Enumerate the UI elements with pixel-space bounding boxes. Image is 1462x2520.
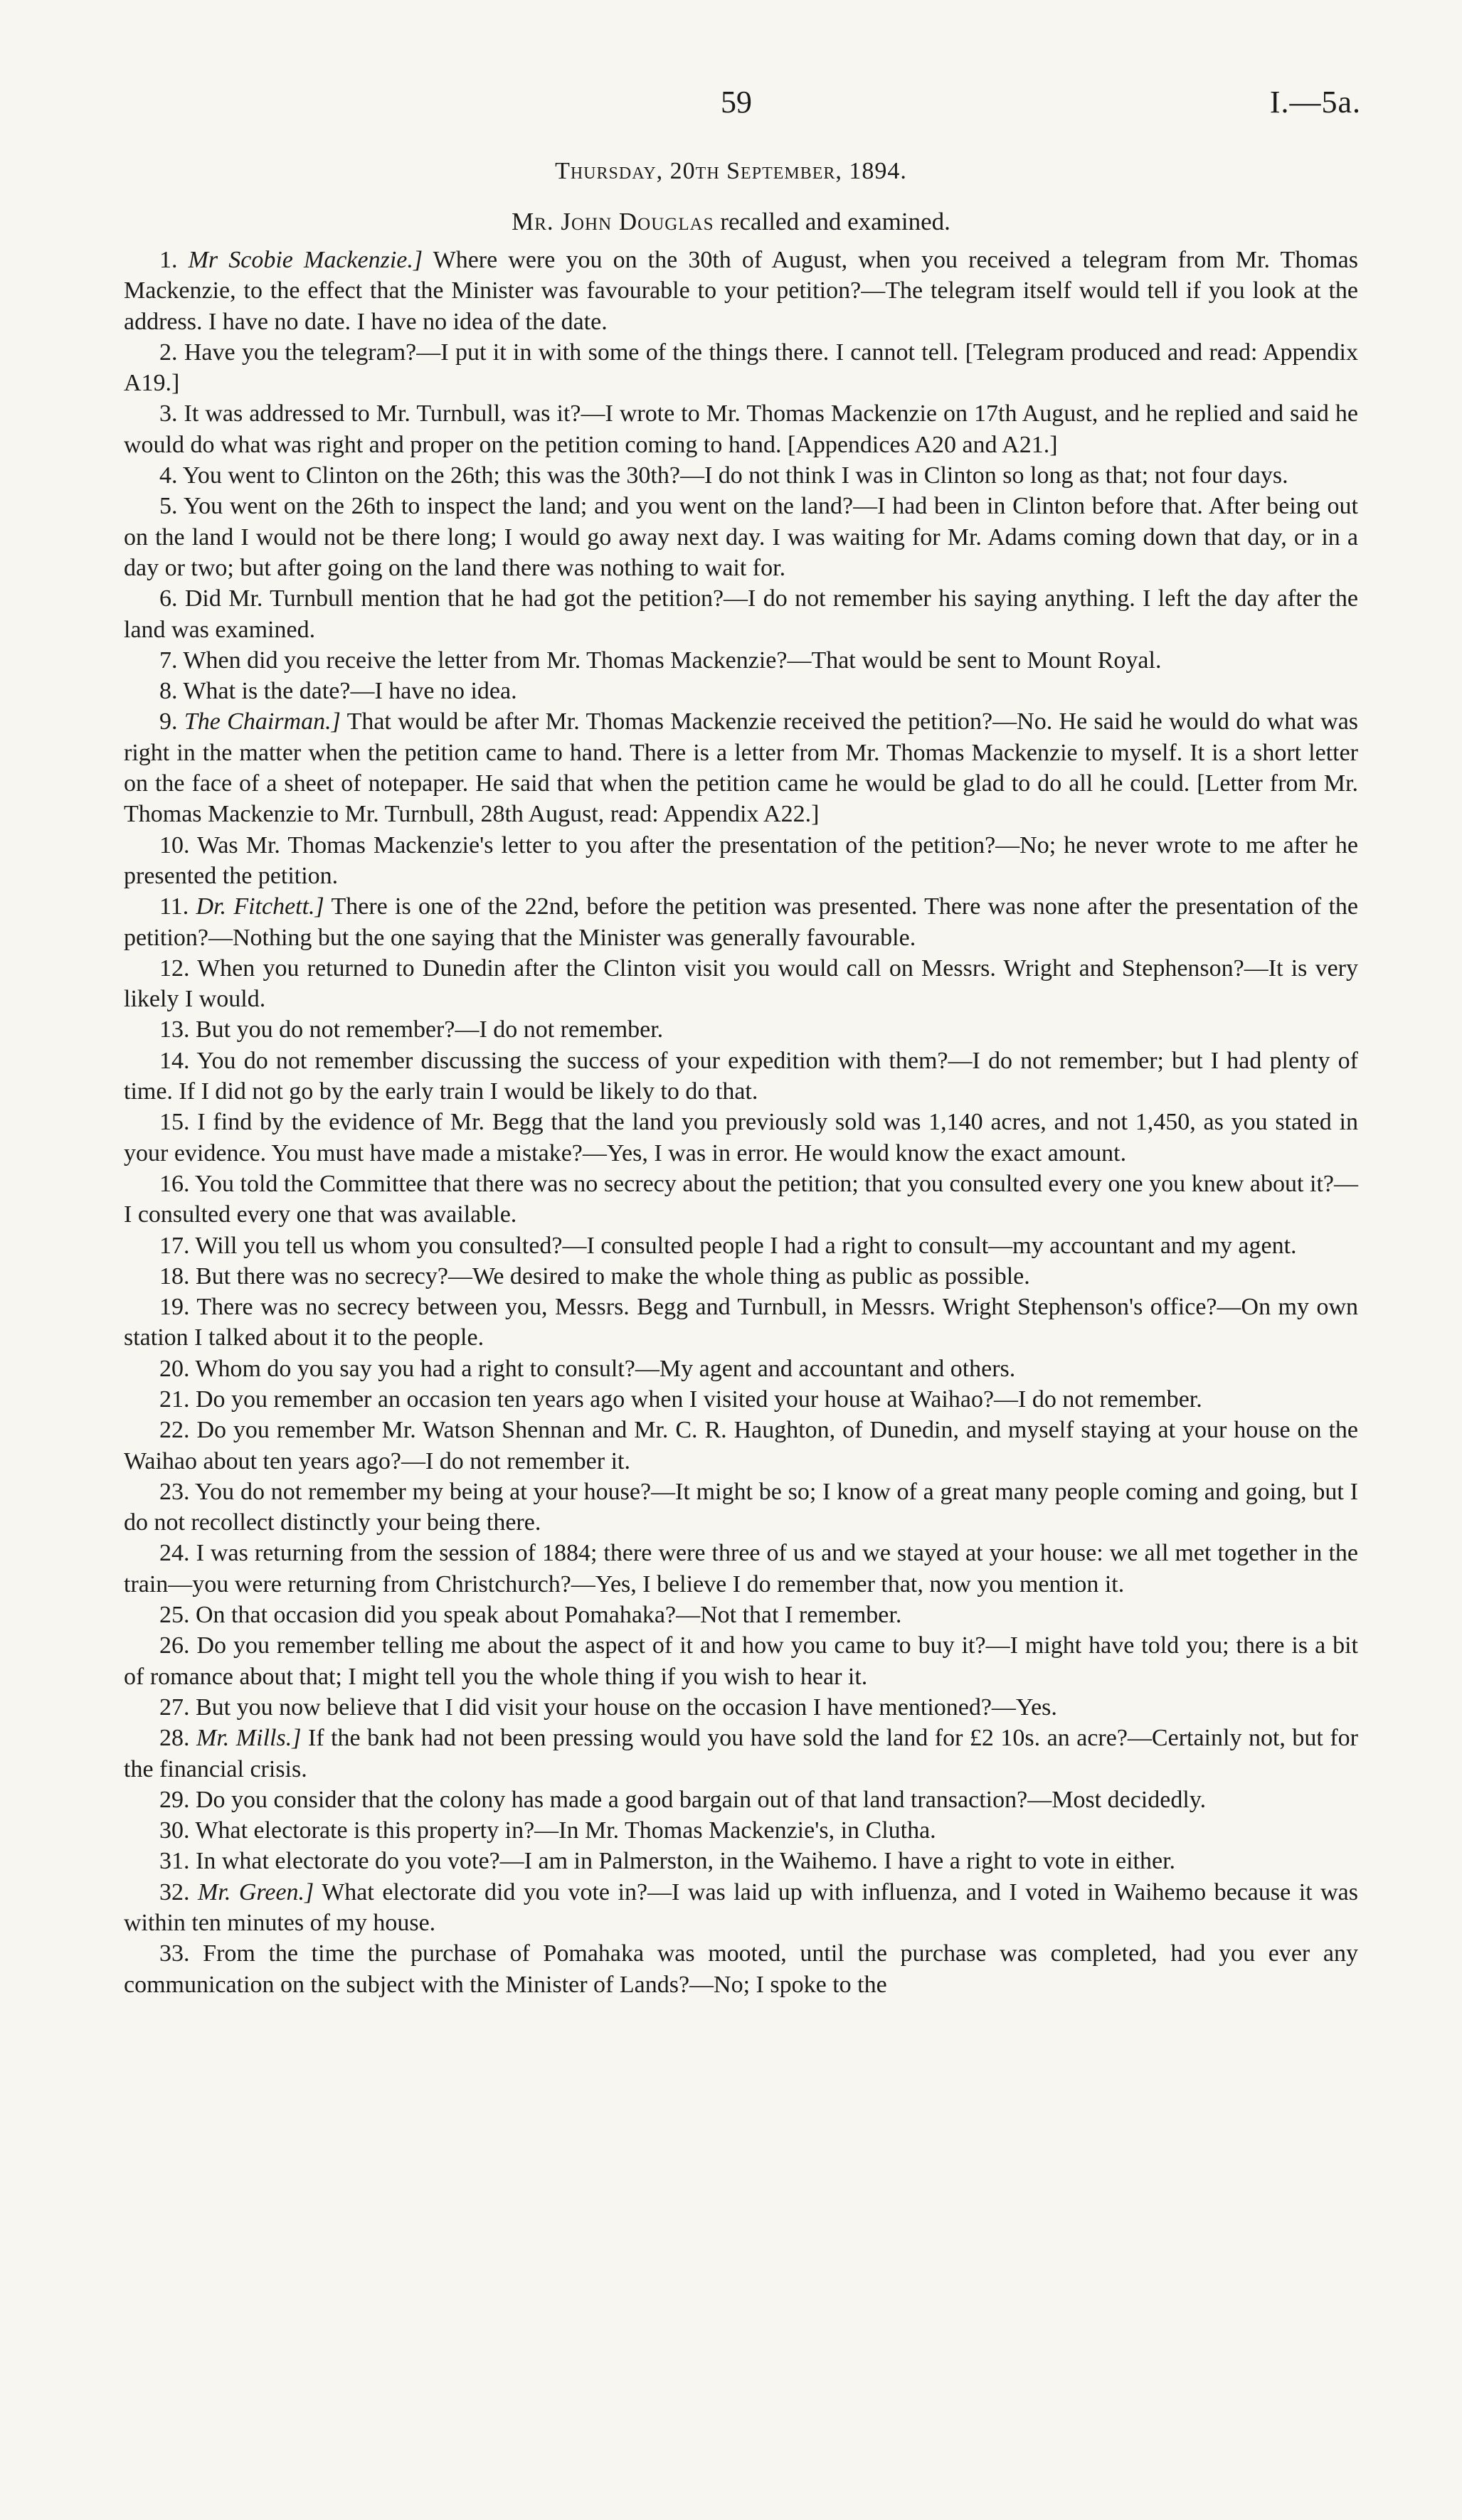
qa-paragraph [124, 1292, 1358, 1354]
qa-text: Will you tell us whom you consulted?—I consulted people I had a right to consult—my accountant and my agent. [195, 1232, 1297, 1259]
qa-paragraph [124, 1477, 1358, 1538]
question-number: 17. [159, 1232, 190, 1259]
question-number: 25. [159, 1602, 190, 1629]
qa-text: But you do not remember?—I do not remember. [196, 1016, 664, 1043]
question-number: 15. [159, 1109, 190, 1136]
qa-paragraph [124, 1354, 1358, 1384]
qa-text: But there was no secrecy?—We desired to make the whole thing as public as possible. [196, 1262, 1030, 1290]
question-number: 31. [159, 1848, 190, 1875]
question-number: 21. [159, 1386, 190, 1413]
qa-text: There is one of the 22nd, before the petition was presented. There was none after the presentation of the petition?—Nothing but the one saying that the Minister was generally favourable. [124, 893, 1359, 951]
question-number: 14. [159, 1047, 190, 1074]
qa-text: What is the date?—I have no idea. [183, 678, 517, 705]
qa-text: Did Mr. Turnbull mention that he had got the petition?—I do not remember his saying anything. I left the day after the land was examined. [124, 585, 1358, 643]
qa-paragraph [124, 1815, 1358, 1846]
question-number: 18. [159, 1262, 190, 1290]
question-number: 19. [159, 1294, 190, 1321]
qa-paragraph [124, 1723, 1358, 1785]
question-number: 32. [159, 1878, 190, 1905]
question-number: 2. [159, 339, 178, 366]
question-number: 22. [159, 1417, 190, 1444]
question-number: 8. [159, 678, 178, 705]
question-number: 13. [159, 1016, 190, 1043]
qa-text: When did you receive the letter from Mr. Thomas Mackenzie?—That would be sent to Mount Royal. [183, 647, 1162, 674]
qa-paragraph [124, 645, 1358, 676]
qa-text: Have you the telegram?—I put it in with some of the things there. I cannot tell. [Telegram produced and read: Appendix A19.] [124, 339, 1359, 397]
qa-paragraph [124, 953, 1358, 1015]
qa-text: But you now believe that I did visit your house on the occasion I have mentioned?—Yes. [196, 1694, 1057, 1721]
qa-paragraph [124, 676, 1358, 706]
qa-paragraph [124, 706, 1358, 829]
question-number: 3. [159, 400, 178, 427]
question-number: 26. [159, 1632, 190, 1659]
witness-name: Mr. John Douglas [512, 208, 714, 235]
qa-text: In what electorate do you vote?—I am in Palmerston, in the Waihemo. I have a right to vote in either. [196, 1848, 1176, 1875]
qa-paragraph [124, 1107, 1358, 1169]
qa-text: On that occasion did you speak about Pomahaka?—Not that I remember. [196, 1602, 902, 1629]
qa-paragraph [124, 1630, 1358, 1692]
question-number: 33. [159, 1940, 190, 1967]
qa-paragraph [124, 1846, 1358, 1876]
qa-text: What electorate is this property in?—In Mr. Thomas Mackenzie's, in Clutha. [195, 1817, 936, 1844]
page-number: 59 [721, 85, 752, 119]
qa-text: You went on the 26th to inspect the land; and you went on the land?—I had been in Clinton before that. After being out on the land I would not be there long; I would go away next day. I was waiting for Mr. Adams coming down that day, or in a day or two; but after going on the land there was nothing to wait for. [124, 493, 1358, 581]
qa-paragraph [124, 1169, 1358, 1230]
speaker-name: Mr. Mills.] [196, 1725, 302, 1752]
question-number: 7. [159, 647, 178, 674]
question-number: 30. [159, 1817, 190, 1844]
qa-paragraph [124, 1877, 1358, 1939]
qa-text: There was no secrecy between you, Messrs. Begg and Turnbull, in Messrs. Wright Stephenson's office?—On my own station I talked about it to the people. [124, 1294, 1358, 1351]
qa-text: You do not remember discussing the success of your expedition with them?—I do not remember; but I had plenty of time. If I did not go by the early train I would be likely to do that. [124, 1047, 1358, 1105]
speaker-name: Mr. Green.] [198, 1878, 314, 1905]
question-number: 9. [159, 708, 178, 735]
question-number: 5. [159, 493, 178, 520]
question-number: 27. [159, 1694, 190, 1721]
question-number: 6. [159, 585, 178, 612]
question-number: 12. [159, 955, 190, 982]
qa-paragraph [124, 491, 1358, 583]
qa-text: From the time the purchase of Pomahaka was mooted, until the purchase was completed, had you ever any communication on the subject with the Minister of Lands?—No; I spoke to the [124, 1940, 1358, 1998]
question-number: 11. [159, 893, 189, 920]
qa-text: You do not remember my being at your house?—It might be so; I know of a great many people coming and going, but I do not recollect distinctly your being there. [124, 1478, 1358, 1536]
question-number: 10. [159, 831, 190, 858]
document-reference: I.—5a. [1269, 85, 1361, 119]
qa-paragraph [124, 1230, 1358, 1261]
qa-text: Do you remember Mr. Watson Shennan and Mr. C. R. Haughton, of Dunedin, and myself staying at your house on the Waihao about ten years ago?—I do not remember it. [124, 1417, 1359, 1474]
qa-text: I find by the evidence of Mr. Begg that the land you previously sold was 1,140 acres, and not 1,450, as you stated in your evidence. You must have made a mistake?—Yes, I was in error. He would know the exact amount. [124, 1109, 1359, 1166]
question-number: 16. [159, 1170, 190, 1197]
witness-status: recalled and examined. [720, 208, 950, 235]
qa-paragraph [124, 1785, 1358, 1815]
examination-transcript [124, 245, 1358, 2000]
qa-text: Where were you on the 30th of August, when you received a telegram from Mr. Thomas Mackenzie, to the effect that the Minister was favourable to your petition?—The telegram itself would tell if you look at the address. I have no date. I have no idea of the date. [124, 247, 1359, 335]
qa-text: If the bank had not been pressing would you have sold the land for £2 10s. an acre?—Certainly not, but for the financial crisis. [124, 1725, 1359, 1782]
qa-paragraph [124, 1415, 1358, 1477]
qa-text: Do you remember telling me about the aspect of it and how you came to buy it?—I might have told you; there is a bit of romance about that; I might tell you the whole thing if you wish to hear it. [124, 1632, 1359, 1690]
qa-paragraph [124, 1938, 1358, 2000]
qa-paragraph [124, 245, 1358, 337]
qa-paragraph [124, 1014, 1358, 1045]
question-number: 24. [159, 1540, 190, 1567]
qa-text: It was addressed to Mr. Turnbull, was it?—I wrote to Mr. Thomas Mackenzie on 17th August, and he replied and said he would do what was right and proper on the petition coming to hand. [Appendices A20 and A21.] [124, 400, 1359, 458]
qa-paragraph [124, 460, 1358, 491]
speaker-name: Mr Scobie Mackenzie.] [188, 247, 423, 273]
qa-paragraph [124, 1600, 1358, 1630]
qa-paragraph [124, 891, 1358, 953]
qa-paragraph [124, 398, 1358, 460]
qa-text: What electorate did you vote in?—I was laid up with influenza, and I voted in Waihemo because it was within ten minutes of my house. [124, 1878, 1359, 1937]
question-number: 28. [159, 1725, 190, 1752]
qa-paragraph [124, 830, 1358, 892]
qa-paragraph [124, 337, 1358, 399]
question-number: 29. [159, 1786, 190, 1813]
qa-paragraph [124, 583, 1358, 645]
qa-text: Do you remember an occasion ten years ago when I visited your house at Waihao?—I do not remember. [196, 1386, 1202, 1413]
date-heading: Thursday, 20th September, 1894. [555, 158, 907, 184]
question-number: 4. [159, 462, 178, 489]
qa-paragraph [124, 1261, 1358, 1292]
qa-text: Do you consider that the colony has made a good bargain out of that land transaction?—Most decidedly. [196, 1786, 1207, 1813]
qa-text: You went to Clinton on the 26th; this was the 30th?—I do not think I was in Clinton so long as that; not four days. [182, 462, 1288, 489]
speaker-name: Dr. Fitchett.] [196, 893, 324, 920]
qa-text: That would be after Mr. Thomas Mackenzie received the petition?—No. He said he would do what was right in the matter when the petition came to hand. There is a letter from Mr. Thomas Mackenzie to myself. It is a short letter on the face of a sheet of notepaper. He said that when the petition came he would be glad to do all he could. [Letter from Mr. Thomas Mackenzie to Mr. Turnbull, 28th August, read: Appendix A22.] [124, 708, 1359, 828]
question-number: 23. [159, 1478, 190, 1505]
qa-text: You told the Committee that there was no secrecy about the petition; that you consulted every one you knew about it?—I consulted every one that was available. [124, 1170, 1358, 1228]
qa-paragraph [124, 1538, 1358, 1600]
qa-paragraph [124, 1384, 1358, 1415]
qa-paragraph [124, 1046, 1358, 1107]
qa-text: I was returning from the session of 1884; there were three of us and we stayed at your house: we all met together in the train—you were returning from Christchurch?—Yes, I believe I do remember that, now you mention it. [124, 1540, 1359, 1597]
qa-text: When you returned to Dunedin after the Clinton visit you would call on Messrs. Wright and Stephenson?—It is very likely I would. [124, 955, 1358, 1013]
question-number: 1. [159, 247, 178, 273]
question-number: 20. [159, 1355, 190, 1382]
qa-paragraph [124, 1692, 1358, 1723]
qa-text: Was Mr. Thomas Mackenzie's letter to you after the presentation of the petition?—No; he never wrote to me after he presented the petition. [124, 831, 1358, 889]
speaker-name: The Chairman.] [184, 708, 341, 735]
qa-text: Whom do you say you had a right to consult?—My agent and accountant and others. [195, 1355, 1016, 1382]
witness-heading [0, 208, 1462, 236]
